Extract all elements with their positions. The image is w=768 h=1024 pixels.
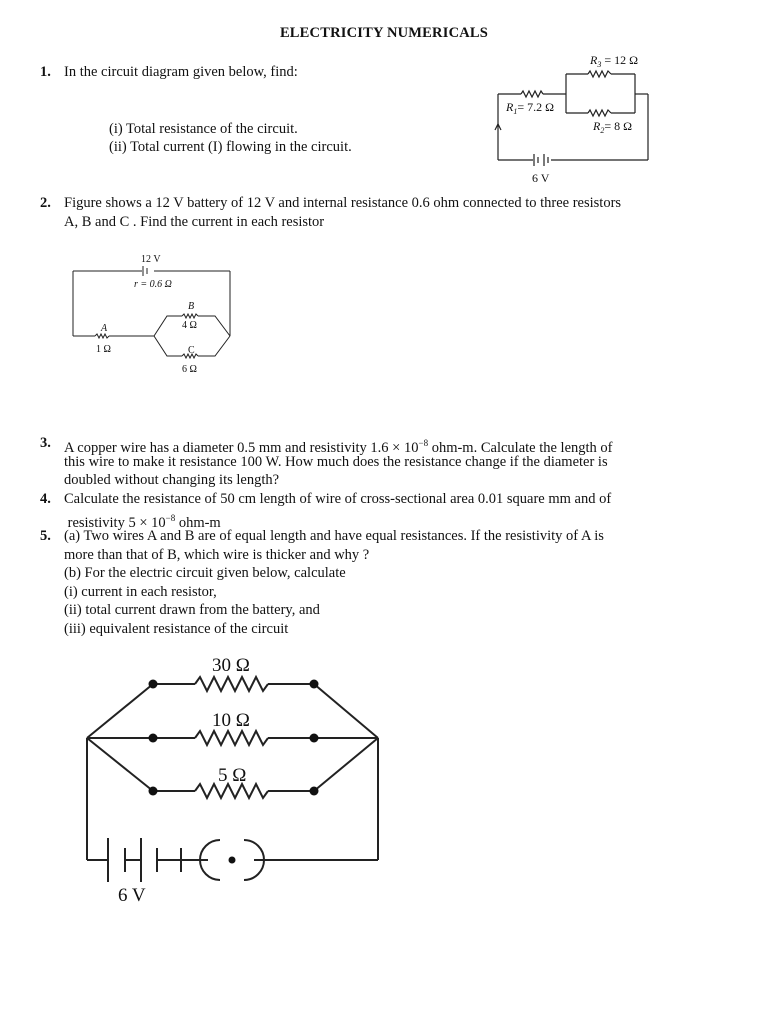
fig2-b-value: 4 Ω — [182, 320, 197, 331]
question-number: 3. — [40, 435, 51, 451]
question-number: 1. — [40, 64, 51, 80]
question-text: (iii) equivalent resistance of the circuit — [64, 620, 289, 637]
fig2-battery-label: 12 V — [141, 254, 161, 265]
fig3-bottom-resistor-label: 5 Ω — [218, 765, 247, 786]
question-text: this wire to make it resistance 100 W. How much does the resistance change if the diameter is — [64, 453, 608, 470]
fig2-b-label: B — [188, 301, 195, 312]
question-number: 4. — [40, 491, 51, 507]
fig3-mid-resistor-label: 10 Ω — [212, 710, 250, 731]
fig2-c-label: C — [188, 345, 195, 356]
question-text: A copper wire has a diameter 0.5 mm and resistivity $1.6 \times 10^{-8}$ ohm-m. Calculate the length of — [64, 438, 613, 456]
question-text: (i) current in each resistor, — [64, 583, 217, 600]
fig2-internal-resistance: r = 0.6 Ω — [134, 279, 172, 290]
r3-label: $R_3 = 12$ Ω — [590, 53, 639, 69]
question-number: 5. — [40, 528, 51, 544]
question-text: (b) For the electric circuit given below, calculate — [64, 565, 346, 581]
question-text: A, B and C . Find the current in each resistor — [64, 213, 325, 230]
r2-label: $R_2= 8$ Ω — [593, 119, 633, 135]
fig2-a-value: 1 Ω — [96, 344, 111, 355]
fig3-top-resistor-label: 30 Ω — [212, 655, 250, 676]
question-text: (ii) total current drawn from the battery, and — [64, 602, 320, 618]
question-number: 2. — [40, 195, 51, 211]
fig2-a-label: A — [101, 323, 108, 334]
fig2-c-value: 6 Ω — [182, 364, 197, 375]
fig1-battery-label: 6 V — [532, 171, 550, 185]
question-text: In the circuit diagram given below, find: — [64, 64, 298, 80]
question-text: resistivity $5 \times 10^{-8}$ ohm-m — [64, 512, 221, 531]
page-title: ELECTRICITY NUMERICALS — [279, 25, 489, 41]
question-1-part-ii: (ii) Total current (I) flowing in the circuit. — [109, 139, 352, 155]
question-text: (a) Two wires A and B are of equal length and have equal resistances. If the resistivity of A is — [64, 528, 604, 544]
question-text: Figure shows a 12 V battery of 12 V and internal resistance 0.6 ohm connected to three resistors — [64, 195, 622, 211]
r1-label: $R_1= 7.2$ Ω — [506, 100, 555, 116]
question-text: more than that of B, which wire is thicker and why ? — [64, 546, 370, 563]
fig3-battery-label: 6 V — [118, 885, 146, 906]
question-1-part-i: (i) Total resistance of the circuit. — [109, 121, 298, 137]
question-text: Calculate the resistance of 50 cm length of wire of cross-sectional area 0.01 square mm and of — [64, 491, 612, 507]
question-text: doubled without changing its length? — [64, 472, 280, 488]
